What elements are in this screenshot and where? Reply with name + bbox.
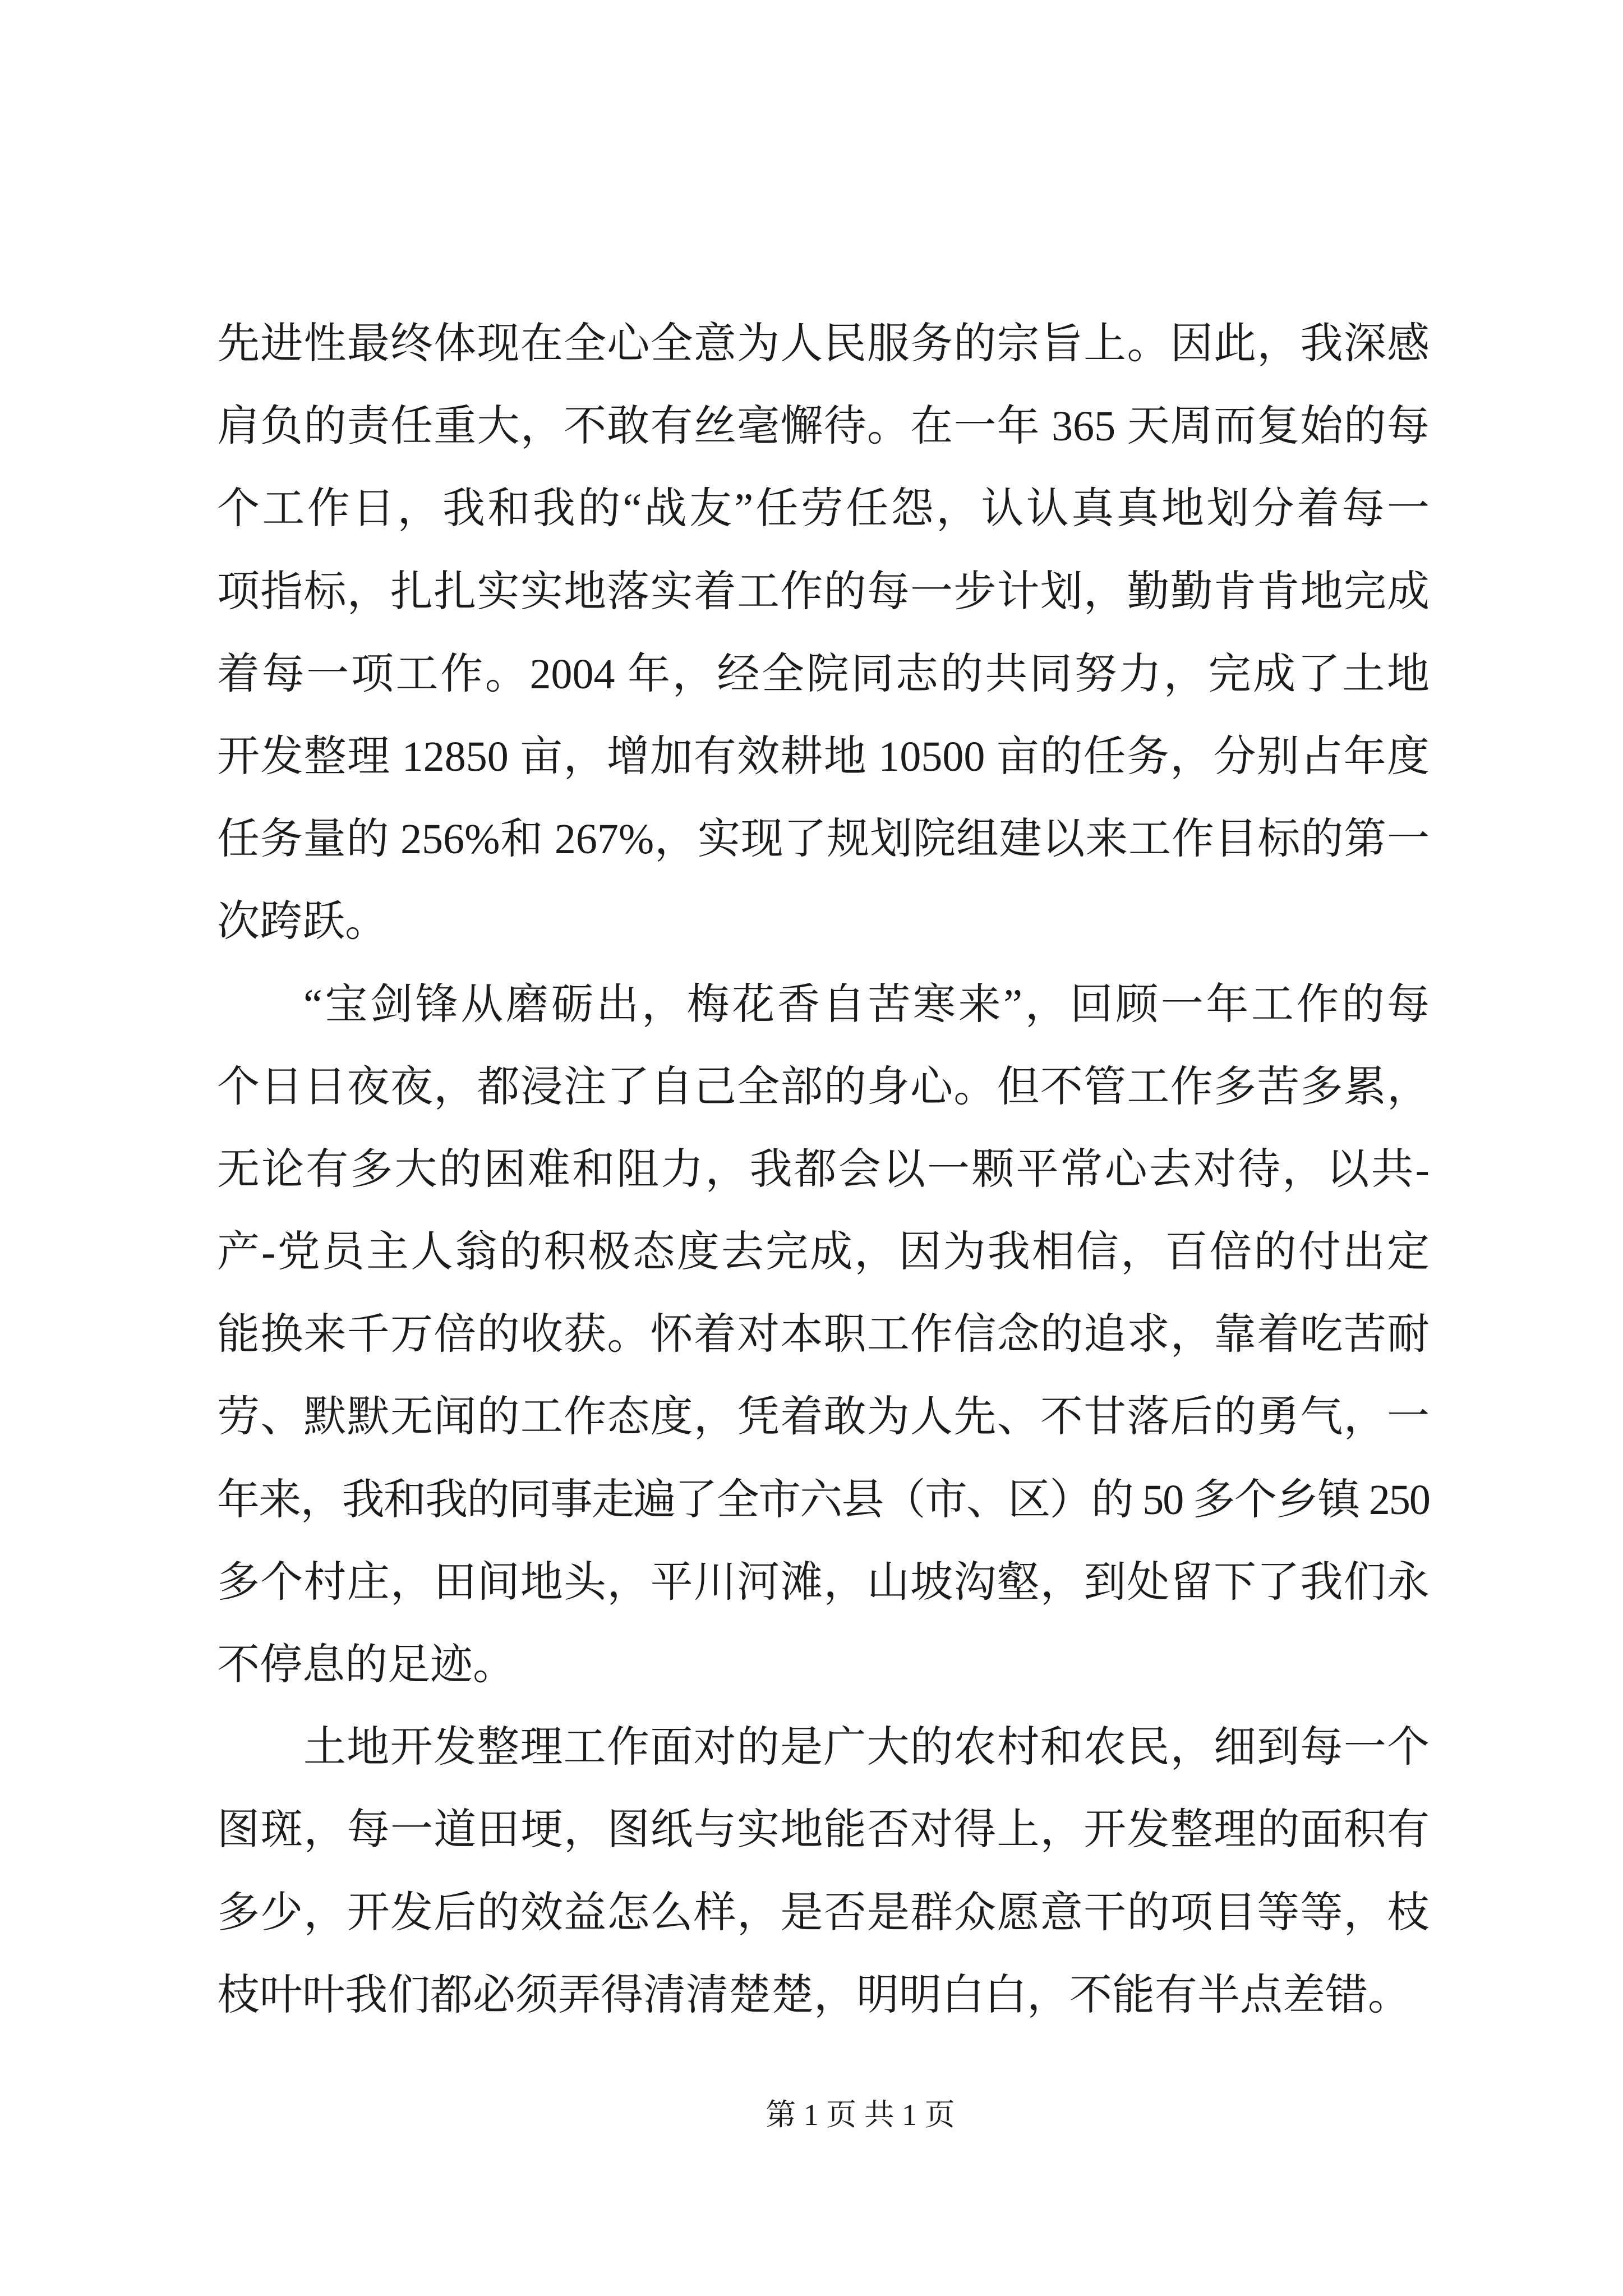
paragraph-3 — [217, 1706, 1430, 2037]
text-line: 个工作日，我和我的“战友”任劳任怨，认认真真地划分着每一 — [217, 485, 1430, 533]
text-line: 着每一项工作。2004 年，经全院同志的共同努力，完成了土地 — [217, 650, 1430, 698]
text-line: 项指标，扎扎实实地落实着工作的每一步计划，勤勤肯肯地完成 — [217, 568, 1430, 615]
text-line: 无论有多大的困难和阻力，我都会以一颗平常心去对待，以共- — [217, 1145, 1430, 1193]
text-line: 任务量的 256%和 267%，实现了规划院组建以来工作目标的第一 — [217, 816, 1430, 863]
text-line: 个日日夜夜，都浸注了自己全部的身心。但不管工作多苦多累， — [217, 1063, 1430, 1111]
paragraph-1 — [217, 303, 1430, 964]
text-line: 产-党员主人翁的积极态度去完成，因为我相信，百倍的付出定 — [217, 1228, 1430, 1276]
page-footer — [692, 2095, 1029, 2134]
text-line: 多个村庄，田间地头，平川河滩，山坡沟壑，到处留下了我们永 — [217, 1558, 1430, 1606]
text-line: 肩负的责任重大，不敢有丝毫懈待。在一年 365 天周而复始的每 — [217, 403, 1430, 450]
text-line: 不停息的足迹。 — [217, 1641, 515, 1688]
text-line: 能换来千万倍的收获。怀着对本职工作信念的追求，靠着吃苦耐 — [217, 1311, 1430, 1359]
text-line: 开发整理 12850 亩，增加有效耕地 10500 亩的任务，分别占年度 — [217, 733, 1430, 780]
text-line: 枝叶叶我们都必须弄得清清楚楚，明明白白，不能有半点差错。 — [217, 1971, 1410, 2019]
text-line: 先进性最终体现在全心全意为人民服务的宗旨上。因此，我深感 — [217, 320, 1430, 367]
body-text — [217, 303, 1430, 2037]
text-line: 图斑，每一道田埂，图纸与实地能否对得上，开发整理的面积有 — [217, 1806, 1430, 1854]
text-line: 多少，开发后的效益怎么样，是否是群众愿意干的项目等等，枝 — [217, 1889, 1430, 1936]
text-line: “宝剑锋从磨砺出，梅花香自苦寒来”，回顾一年工作的每 — [303, 981, 1430, 1028]
page-number: 第 1 页 共 1 页 — [766, 2098, 955, 2132]
text-line: 年来，我和我的同事走遍了全市六县（市、区）的 50 多个乡镇 250 — [217, 1476, 1430, 1524]
paragraph-2 — [217, 964, 1430, 1707]
text-line: 劳、默默无闻的工作态度，凭着敢为人先、不甘落后的勇气，一 — [217, 1393, 1430, 1441]
text-line: 次跨跃。 — [217, 898, 388, 946]
text-line: 土地开发整理工作面对的是广大的农村和农民，细到每一个 — [303, 1724, 1430, 1772]
